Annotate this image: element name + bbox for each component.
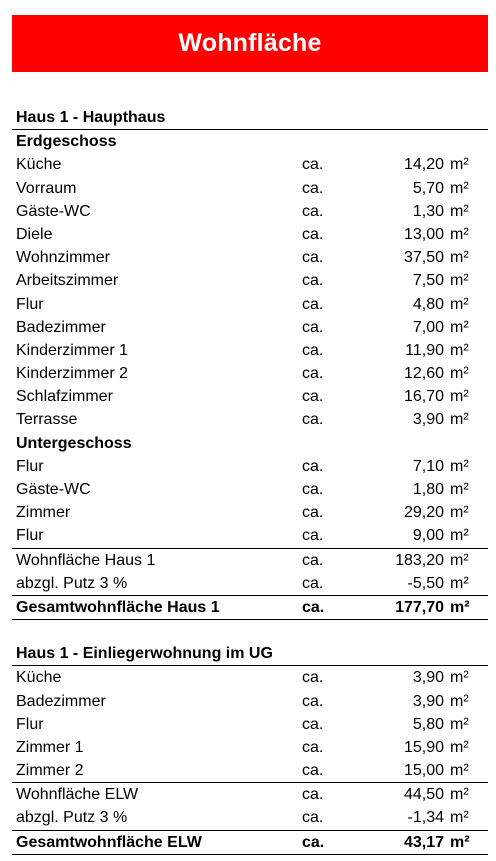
area-unit: m² [450, 762, 469, 780]
area-unit: m² [450, 179, 469, 197]
room-name: Badezimmer [16, 318, 106, 336]
area-value: 29,20 [403, 504, 444, 522]
room-name: Kinderzimmer 1 [16, 341, 129, 359]
area-unit: m² [450, 202, 469, 220]
approx-label: ca. [302, 669, 324, 687]
approx-label: ca. [302, 411, 324, 429]
area-value: 177,70 [395, 598, 444, 616]
room-name: Wohnfläche ELW [16, 786, 139, 804]
area-value: 11,90 [405, 341, 444, 359]
area-value: 14,20 [403, 156, 444, 174]
section-heading-label: Haus 1 - Haupthaus [16, 109, 166, 126]
area-value: -5,50 [407, 574, 444, 592]
area-unit: m² [450, 295, 469, 313]
room-name: Badezimmer [16, 692, 106, 710]
area-value: 9,00 [412, 527, 444, 545]
area-unit: m² [450, 481, 469, 498]
area-unit: m² [450, 574, 469, 592]
area-value: 12,60 [403, 365, 444, 383]
area-value: 13,00 [403, 225, 444, 243]
area-value: 3,90 [412, 669, 444, 687]
floor-heading [12, 130, 488, 153]
area-value: 7,50 [412, 272, 444, 290]
area-unit: m² [450, 715, 469, 733]
area-unit: m² [450, 833, 470, 851]
room-name: Vorraum [16, 179, 77, 197]
area-unit: m² [450, 318, 469, 336]
approx-label: ca. [302, 786, 324, 804]
approx-label: ca. [302, 341, 324, 359]
table-row [12, 408, 488, 431]
room-name: Flur [16, 295, 44, 313]
section-heading [12, 642, 488, 666]
area-unit: m² [450, 551, 469, 569]
floor-heading [12, 432, 488, 455]
room-name: abzgl. Putz 3 % [16, 809, 128, 827]
table-row [12, 362, 488, 385]
area-unit: m² [450, 388, 469, 406]
area-value: 7,00 [412, 318, 444, 336]
table-row [12, 269, 488, 292]
table-row [12, 713, 488, 736]
deduction-row [12, 806, 488, 830]
approx-label: ca. [302, 225, 324, 243]
area-value: -1,34 [407, 809, 444, 827]
room-name: Terrasse [16, 411, 78, 429]
approx-label: ca. [302, 598, 325, 616]
room-name: Küche [16, 669, 62, 687]
area-value: 43,17 [403, 833, 444, 851]
approx-label: ca. [302, 179, 324, 197]
area-value: 44,50 [403, 786, 444, 804]
room-name: Zimmer 2 [16, 762, 84, 780]
room-name: Wohnzimmer [16, 249, 110, 267]
area-table [12, 106, 488, 855]
floor-heading-label: Untergeschoss [16, 434, 132, 452]
table-row [12, 690, 488, 713]
approx-label: ca. [302, 551, 324, 569]
table-row [12, 177, 488, 200]
table-row [12, 316, 488, 339]
approx-label: ca. [302, 762, 324, 780]
room-name: Kinderzimmer 2 [16, 365, 129, 383]
area-value: 3,90 [412, 692, 444, 710]
approx-label: ca. [302, 527, 324, 545]
approx-label: ca. [302, 692, 324, 710]
room-name: Flur [16, 457, 44, 475]
area-unit: m² [450, 786, 469, 804]
area-unit: m² [450, 457, 469, 475]
table-row [12, 246, 488, 269]
total-row [12, 596, 488, 620]
area-value: 7,10 [412, 457, 444, 475]
area-value: 1,80 [412, 481, 444, 498]
table-row [12, 455, 488, 478]
approx-label: ca. [302, 738, 324, 756]
area-unit: m² [450, 365, 469, 383]
approx-label: ca. [302, 574, 324, 592]
area-value: 4,80 [412, 295, 444, 313]
area-unit: m² [450, 738, 469, 756]
table-row [12, 385, 488, 408]
total-row [12, 831, 488, 855]
table-row [12, 501, 488, 524]
approx-label: ca. [302, 156, 324, 174]
room-name: Gäste-WC [16, 202, 91, 220]
approx-label: ca. [302, 504, 324, 522]
section-heading-label: Haus 1 - Einliegerwohnung im UG [16, 645, 273, 663]
approx-label: ca. [302, 365, 324, 383]
approx-label: ca. [302, 202, 324, 220]
table-row [12, 666, 488, 689]
area-unit: m² [450, 156, 469, 174]
area-unit: m² [450, 598, 470, 616]
area-value: 15,00 [403, 762, 444, 780]
table-row [12, 524, 488, 547]
approx-label: ca. [302, 481, 324, 498]
area-unit: m² [450, 669, 469, 687]
area-value: 16,70 [403, 388, 444, 406]
room-name: Schlafzimmer [16, 388, 113, 406]
area-value: 183,20 [395, 551, 444, 569]
table-row [12, 153, 488, 176]
area-unit: m² [450, 809, 469, 827]
room-name: Diele [16, 225, 53, 243]
approx-label: ca. [302, 388, 324, 406]
area-unit: m² [450, 341, 469, 359]
approx-label: ca. [302, 249, 324, 267]
room-name: Zimmer [16, 504, 71, 522]
room-name: Wohnfläche Haus 1 [16, 551, 156, 569]
area-value: 37,50 [403, 249, 444, 267]
room-name: Gesamtwohnfläche Haus 1 [16, 598, 220, 616]
table-row [12, 293, 488, 316]
room-name: Arbeitszimmer [16, 272, 119, 290]
approx-label: ca. [302, 272, 324, 290]
approx-label: ca. [302, 295, 324, 313]
table-row [12, 200, 488, 223]
room-name: abzgl. Putz 3 % [16, 574, 128, 592]
area-value: 3,90 [412, 411, 444, 429]
area-unit: m² [450, 225, 469, 243]
table-row [12, 736, 488, 759]
area-value: 5,70 [412, 179, 444, 197]
room-name: Zimmer 1 [16, 738, 84, 756]
section-spacer [12, 620, 488, 642]
area-unit: m² [450, 692, 469, 710]
floor-heading-label: Erdgeschoss [16, 133, 117, 151]
room-name: Gesamtwohnfläche ELW [16, 833, 202, 851]
area-unit: m² [450, 272, 469, 290]
area-unit: m² [450, 249, 469, 267]
subtotal-row [12, 782, 488, 806]
approx-label: ca. [302, 809, 324, 827]
area-value: 5,80 [412, 715, 444, 733]
room-name: Flur [16, 527, 44, 545]
table-row [12, 223, 488, 246]
subtotal-row [12, 548, 488, 572]
area-value: 15,90 [403, 738, 444, 756]
page-title: Wohnfläche [178, 29, 322, 57]
area-unit: m² [450, 527, 469, 545]
approx-label: ca. [302, 715, 324, 733]
approx-label: ca. [302, 457, 324, 475]
room-name: Flur [16, 715, 44, 733]
area-unit: m² [450, 504, 469, 522]
title-banner [12, 15, 488, 72]
table-row [12, 759, 488, 782]
approx-label: ca. [302, 318, 324, 336]
room-name: Gäste-WC [16, 481, 91, 498]
section-heading [12, 106, 488, 130]
room-name: Küche [16, 156, 62, 174]
area-unit: m² [450, 411, 469, 429]
table-row [12, 478, 488, 501]
deduction-row [12, 572, 488, 596]
table-row [12, 339, 488, 362]
area-value: 1,30 [412, 202, 444, 220]
approx-label: ca. [302, 833, 325, 851]
